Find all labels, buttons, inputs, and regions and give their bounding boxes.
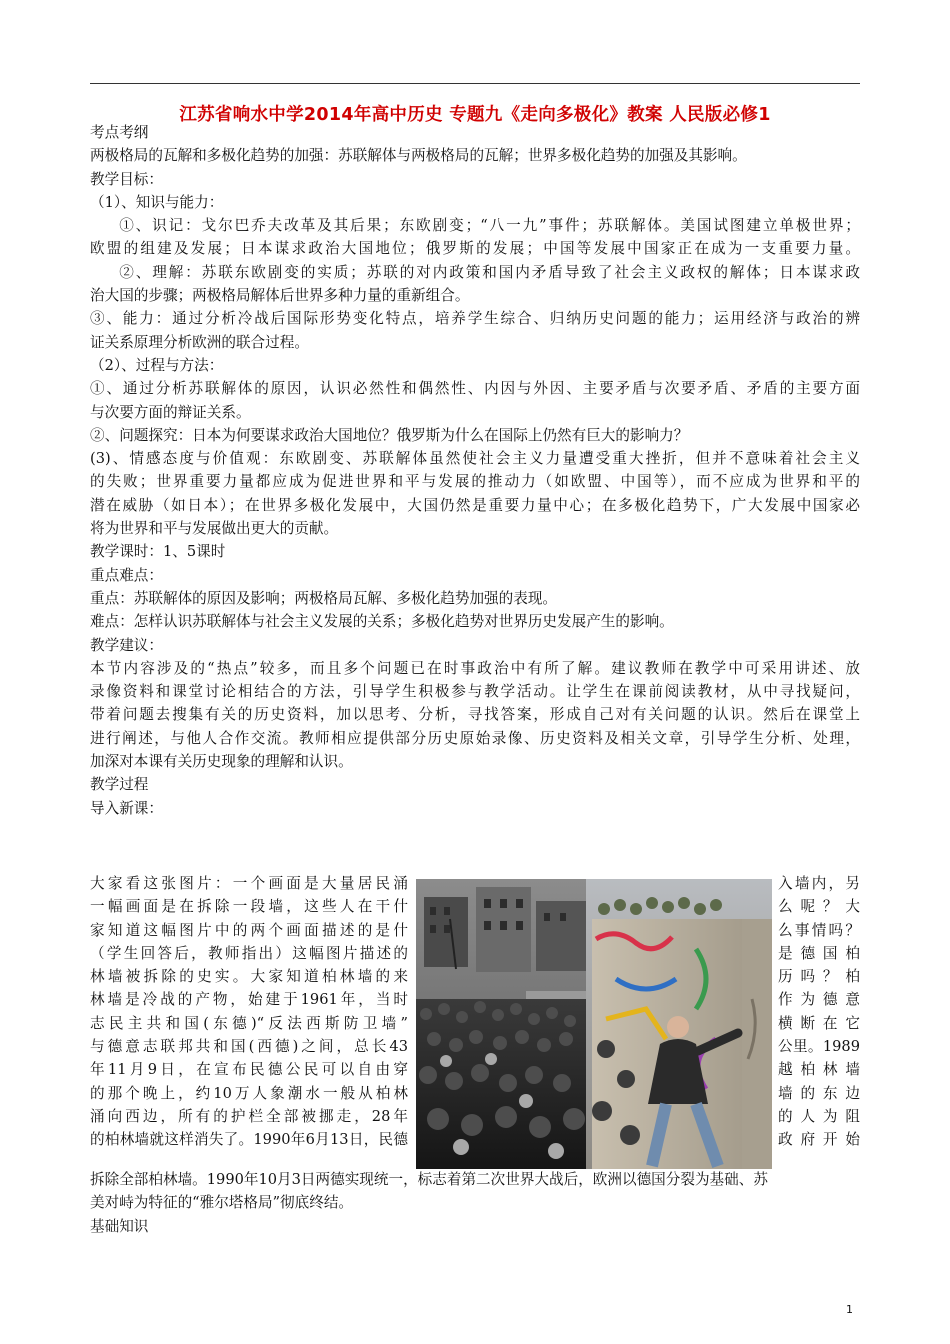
berlin-wall-photo [416, 879, 772, 1169]
wrapped-text-right [778, 872, 860, 1152]
paragraph-line: 加深对本课有关历史现象的理解和认识。 [90, 753, 353, 771]
paragraph-line: 的失败；世界重要力量都应成为促进世界和平与发展的推动力（如欧盟、中国等），而不应成为世界和平的 [90, 473, 860, 491]
paragraph-line: 横断在它 [778, 1014, 860, 1032]
paragraph-line: ①、通过分析苏联解体的原因，认识必然性和偶然性、内因与外因、主要矛盾与次要矛盾、矛盾的主要方面 [90, 380, 860, 398]
section-heading: 基础知识 [90, 1217, 149, 1235]
header-rule [90, 83, 860, 84]
paragraph-line: 录像资料和课堂讨论相结合的方法，引导学生积极参与教学活动。让学生在课前阅读教材，从中寻找疑问， [90, 683, 860, 701]
paragraph-line: 林墙是冷战的产物，始建于1961年，当时 [90, 991, 408, 1009]
section-heading: 教学目标： [90, 170, 163, 188]
paragraph-line: ②、理解：苏联东欧剧变的实质；苏联的对内政策和国内矛盾导致了社会主义政权的解体；日本谋求政 [119, 263, 860, 281]
section-heading: 考点考纲 [90, 124, 149, 141]
paragraph-line: 一幅画面是在拆除一段墙，这些人在干什 [90, 898, 408, 916]
paragraph-line: 大家看这张图片：一个画面是大量居民涌 [90, 875, 408, 892]
subsection-heading: （1）、知识与能力： [90, 193, 224, 211]
document-body [90, 121, 860, 820]
paragraph-line: 越柏林墙 [778, 1061, 860, 1079]
paragraph-line: 墙的东边 [778, 1084, 860, 1102]
paragraph-line: 历吗？柏 [778, 968, 860, 986]
section-heading: 教学过程 [90, 776, 149, 794]
paragraph-line: 的那个晚上，约10万人象潮水一般从柏林 [90, 1084, 408, 1102]
paragraph-line: (3)、情感态度与价值观：东欧剧变、苏联解体虽然使社会主义力量遭受重大挫折，但并不意味着社会主义 [90, 450, 860, 468]
paragraph-line: 么事情吗？ [778, 921, 860, 939]
paragraph-line: 进行阐述，与他人合作交流。教师相应提供部分历史原始录像、历史资料及相关文章，引导学生分析、处理， [90, 729, 860, 747]
paragraph-line: 入墙内，另 [778, 875, 860, 892]
paragraph-line: 家知道这幅图片中的两个画面描述的是什 [90, 921, 408, 939]
paragraph-line: 美对峙为特征的“雅尔塔格局”彻底终结。 [90, 1194, 354, 1212]
paragraph-line: 政府开始 [778, 1131, 860, 1149]
section-heading: 导入新课： [90, 799, 163, 817]
section-heading: 教学建议： [90, 636, 163, 654]
paragraph-line: 志民主共和国(东德)“反法西斯防卫墙” [90, 1014, 408, 1032]
paragraph-line: 本节内容涉及的“热点”较多，而且多个问题已在时事政治中有所了解。建议教师在教学中可采用讲述、放 [90, 659, 860, 677]
paragraph-line: 是德国柏 [778, 944, 860, 962]
paragraph-line: 证关系原理分析欧洲的联合过程。 [90, 333, 309, 351]
paragraph-line: ②、问题探究：日本为何要谋求政治大国地位？俄罗斯为什么在国际上仍然有巨大的影响力？ [90, 426, 689, 444]
paragraph-line: 的人为阻 [778, 1107, 860, 1125]
paragraph-line: 两极格局的瓦解和多极化趋势的加强：苏联解体与两极格局的瓦解；世界多极化趋势的加强及其影响。 [90, 147, 747, 165]
paragraph-line: 与德意志联邦共和国(西德)之间，总长43 [90, 1038, 408, 1056]
paragraph-line: 难点：怎样认识苏联解体与社会主义发展的关系；多极化趋势对世界历史发展产生的影响。 [90, 613, 674, 631]
paragraph-line: 么呢？大 [778, 898, 860, 916]
document-body-tail [90, 1168, 860, 1238]
paragraph-line: 治大国的步骤；两极格局解体后世界多种力量的重新组合。 [90, 287, 470, 305]
paragraph-line: 林墙被拆除的史实。大家知道柏林墙的来 [90, 968, 408, 986]
paragraph-line: （学生回答后，教师指出）这幅图片描述的 [90, 944, 408, 962]
paragraph-line: ③、能力：通过分析冷战后国际形势变化特点，培养学生综合、归纳历史问题的能力；运用经济与政治的辨 [90, 310, 860, 328]
section-heading: 教学课时：1、5课时 [90, 543, 226, 561]
paragraph-line: 欧盟的组建及发展；日本谋求政治大国地位；俄罗斯的发展；中国等发展中国家正在成为一支重要力量。 [90, 240, 860, 258]
page-number: 1 [846, 1303, 853, 1316]
subsection-heading: （2）、过程与方法： [90, 356, 224, 374]
paragraph-line: 公里。1989 [778, 1038, 860, 1056]
wrapped-text-left [90, 872, 408, 1152]
paragraph-line: 作为德意 [778, 991, 860, 1009]
document-title: 江苏省响水中学2014年高中历史 专题九《走向多极化》教案 人民版必修1 [179, 105, 771, 125]
paragraph-line: 的柏林墙就这样消失了。1990年6月13日，民德 [90, 1131, 408, 1149]
section-heading: 重点难点： [90, 566, 163, 584]
paragraph-line: 带着问题去搜集有关的历史资料，加以思考、分析，寻找答案，形成自己对有关问题的认识。然后在课堂上 [90, 706, 860, 724]
paragraph-line: 拆除全部柏林墙。1990年10月3日两德实现统一，标志着第二次世界大战后，欧洲以德国分裂为基础、苏 [90, 1171, 768, 1188]
paragraph-line: ①、识记：戈尔巴乔夫改革及其后果；东欧剧变；“八一九”事件；苏联解体。美国试图建立单极世界； [119, 217, 860, 235]
paragraph-line: 将为世界和平与发展做出更大的贡献。 [90, 520, 339, 538]
paragraph-line: 涌向西边，所有的护栏全部被挪走，28年 [90, 1107, 408, 1125]
paragraph-line: 与次要方面的辩证关系。 [90, 403, 251, 421]
paragraph-line: 潜在威胁（如日本）；在世界多极化发展中，大国仍然是重要力量中心；在多极化趋势下，广大发展中国家必 [90, 496, 860, 514]
paragraph-line: 重点：苏联解体的原因及影响；两极格局瓦解、多极化趋势加强的表现。 [90, 589, 558, 607]
paragraph-line: 年11月9日，在宣布民德公民可以自由穿 [90, 1061, 408, 1079]
